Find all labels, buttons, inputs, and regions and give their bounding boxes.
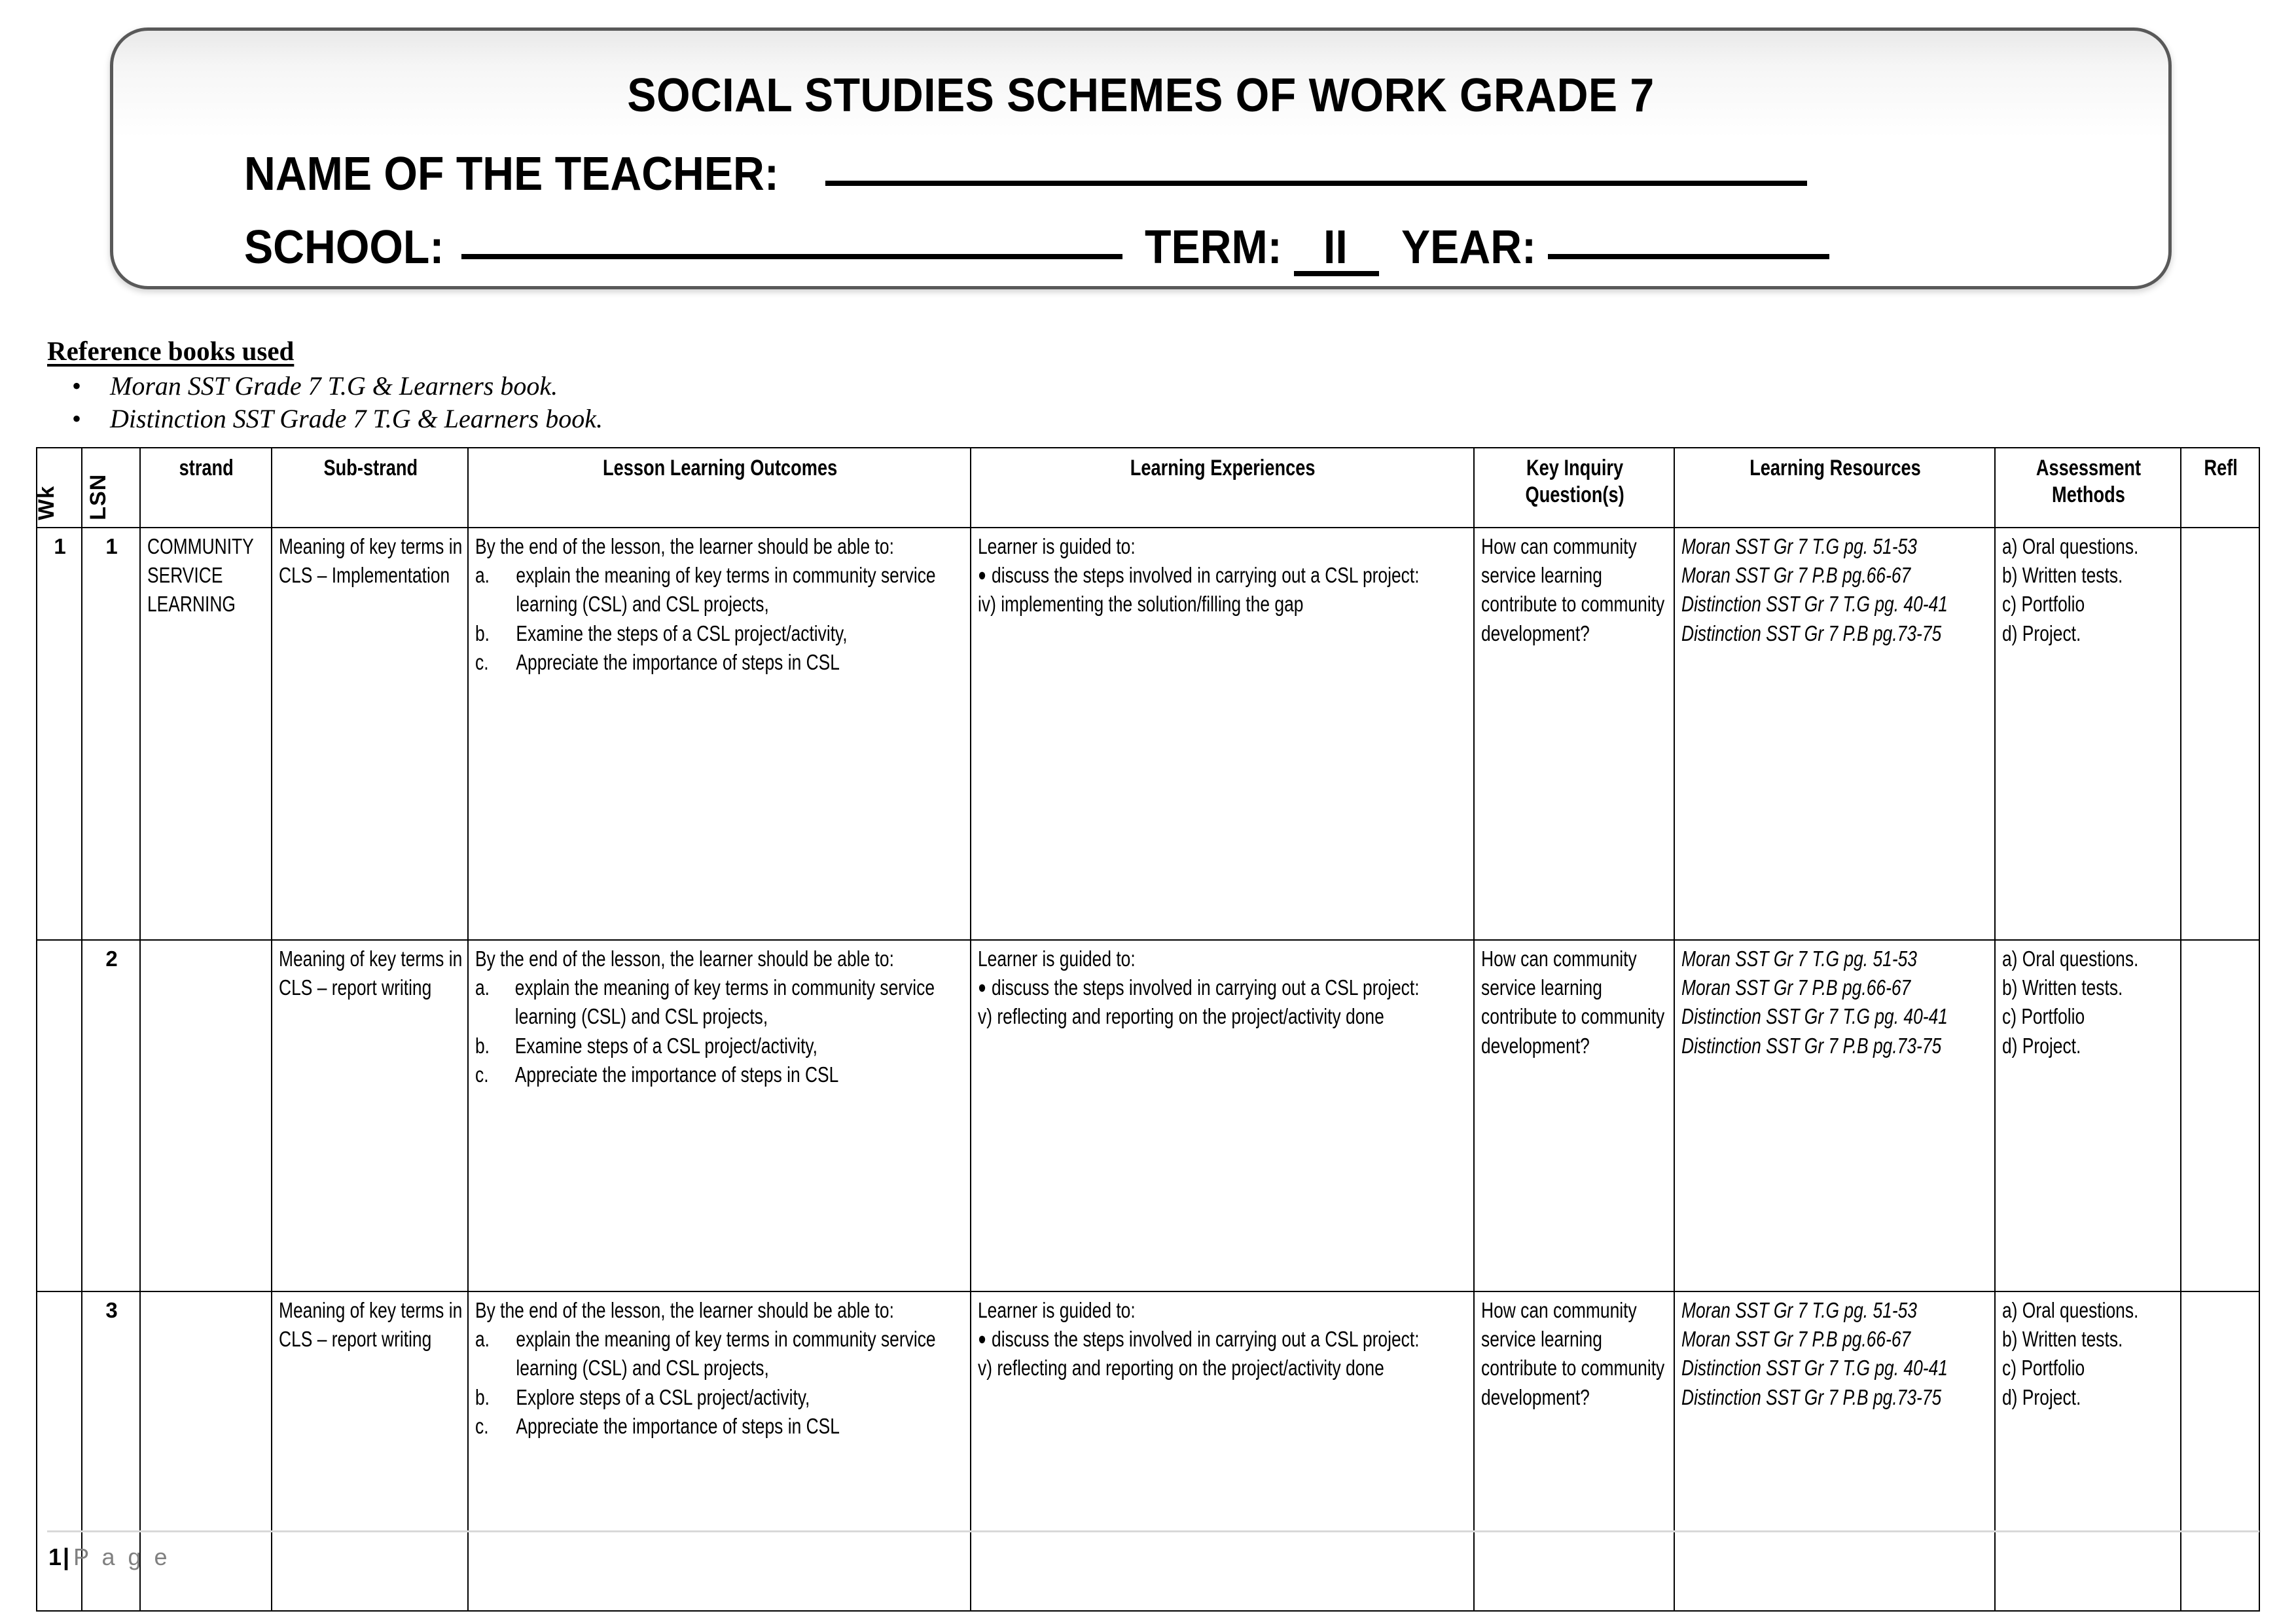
cell-key-inquiry-question [1474, 528, 1674, 940]
cell-learning-resources [1674, 1291, 1995, 1611]
cell-substrand [272, 528, 469, 940]
experiences-bullet: ● discuss the steps involved in carrying out a CSL project: [978, 973, 1467, 1002]
outcomes-list [475, 561, 965, 677]
cell-week [37, 940, 82, 1291]
table-row [37, 1291, 2259, 1611]
assessment-item: c) Portfolio [2001, 1004, 2085, 1029]
column-header-strand: strand [140, 448, 271, 528]
cell-strand [140, 528, 271, 940]
assessment-item: d) Project. [2001, 1033, 2081, 1058]
outcomes-list [475, 973, 965, 1089]
experiences-block [978, 945, 1467, 1032]
column-header-learning-experiences: Learning Experiences [971, 448, 1473, 528]
resources-block [1681, 945, 1989, 1060]
resource-item: Moran SST Gr 7 P.B pg.66-67 [1681, 1327, 1911, 1352]
outcome-text: Examine the steps of a CSL project/activity, [516, 621, 848, 645]
cell-assessment-methods [1995, 940, 2181, 1291]
column-header-refl: Refl [2181, 448, 2259, 528]
year-label: YEAR: [1401, 221, 1537, 274]
assessment-item: c) Portfolio [2001, 592, 2085, 617]
resource-item: Moran SST Gr 7 P.B pg.66-67 [1681, 975, 1911, 1000]
term-value: II [1323, 221, 1348, 274]
year-value-blank[interactable] [1548, 254, 1829, 259]
outcome-item [475, 619, 965, 648]
outcomes-block [475, 1296, 965, 1441]
outcome-marker: b. [475, 1033, 490, 1058]
outcome-item [475, 648, 965, 677]
column-header-lesson-learning-outcomes: Lesson Learning Outcomes [468, 448, 971, 528]
experiences-step: v) reflecting and reporting on the project/activity done [978, 1004, 1385, 1029]
resource-item: Distinction SST Gr 7 P.B pg.73-75 [1681, 1384, 1942, 1409]
outcome-item [475, 1032, 965, 1060]
outcome-text: explain the meaning of key terms in community service learning (CSL) and CSL projects, [514, 975, 935, 1029]
experiences-step: v) reflecting and reporting on the project/activity done [978, 1356, 1385, 1380]
outcome-marker: c. [475, 649, 489, 674]
cell-key-inquiry-question [1474, 1291, 1674, 1611]
table-header-row [37, 448, 2259, 528]
outcome-marker: a. [475, 1327, 490, 1352]
term-label: TERM: [1144, 221, 1282, 274]
resource-item: Moran SST Gr 7 T.G pg. 51-53 [1681, 1298, 1917, 1322]
outcomes-block [475, 945, 965, 1089]
cell-lesson-number: 3 [82, 1291, 140, 1611]
cell-learning-resources [1674, 940, 1995, 1291]
experiences-intro: Learner is guided to: [978, 947, 1136, 971]
footer-page-number: 1 [48, 1543, 62, 1570]
outcomes-intro: By the end of the lesson, the learner should be able to: [475, 1298, 895, 1322]
outcome-marker: c. [475, 1062, 489, 1087]
cell-lesson-learning-outcomes [468, 528, 971, 940]
resource-item: Distinction SST Gr 7 P.B pg.73-75 [1681, 621, 1942, 645]
cell-lesson-number: 2 [82, 940, 140, 1291]
teacher-name-line [244, 147, 1807, 201]
list-item: • Moran SST Grade 7 T.G & Learners book. [110, 370, 603, 403]
resources-block [1681, 532, 1989, 648]
assessment-item: d) Project. [2001, 621, 2081, 645]
outcome-marker: b. [475, 1384, 490, 1409]
resource-item: Distinction SST Gr 7 P.B pg.73-75 [1681, 1033, 1942, 1058]
table-body [37, 528, 2259, 1611]
reference-book-list [47, 370, 603, 436]
inquiry-text: How can community service learning contribute to community development? [1480, 947, 1664, 1058]
cell-lesson-learning-outcomes [468, 1291, 971, 1611]
document-title: SOCIAL STUDIES SCHEMES OF WORK GRADE 7 [627, 69, 1655, 122]
inquiry-text: How can community service learning contribute to community development? [1480, 534, 1664, 645]
cell-assessment-methods [1995, 1291, 2181, 1611]
resource-item: Moran SST Gr 7 T.G pg. 51-53 [1681, 947, 1917, 971]
outcome-text: Appreciate the importance of steps in CSL [514, 1062, 839, 1087]
assessment-item: d) Project. [2001, 1384, 2081, 1409]
experiences-block [978, 532, 1467, 619]
schemes-of-work-table [33, 447, 2260, 1612]
table-row [37, 528, 2259, 940]
school-term-year-line [244, 221, 1829, 276]
outcomes-intro: By the end of the lesson, the learner should be able to: [475, 534, 895, 558]
page-footer [48, 1543, 171, 1571]
cell-lesson-learning-outcomes [468, 940, 971, 1291]
outcome-item [475, 1325, 965, 1382]
experiences-step: iv) implementing the solution/filling the gap [978, 592, 1304, 617]
outcome-marker: b. [475, 621, 490, 645]
outcome-item [475, 1412, 965, 1441]
substrand-text: Meaning of key terms in CLS – report writing [278, 1298, 462, 1352]
assessment-item: b) Written tests. [2001, 975, 2123, 1000]
outcome-marker: c. [475, 1413, 489, 1438]
footer-page-word: P a g e [73, 1543, 171, 1570]
cell-learning-resources [1674, 528, 1995, 940]
outcome-item [475, 973, 965, 1031]
outcome-marker: a. [475, 563, 490, 588]
resource-item: Moran SST Gr 7 T.G pg. 51-53 [1681, 534, 1917, 558]
assessment-item: b) Written tests. [2001, 1327, 2123, 1352]
cell-substrand [272, 1291, 469, 1611]
outcome-item [475, 1060, 965, 1089]
resource-item: Distinction SST Gr 7 T.G pg. 40-41 [1681, 1004, 1948, 1029]
outcomes-block [475, 532, 965, 677]
cell-learning-experiences [971, 940, 1473, 1291]
assessment-item: a) Oral questions. [2001, 947, 2139, 971]
school-label: SCHOOL: [244, 221, 444, 274]
cell-strand [140, 940, 271, 1291]
cell-week: 1 [37, 528, 82, 940]
outcomes-intro: By the end of the lesson, the learner should be able to: [475, 947, 895, 971]
footer-divider [47, 1530, 2259, 1532]
resource-item: Distinction SST Gr 7 T.G pg. 40-41 [1681, 592, 1948, 617]
column-header-substrand: Sub-strand [272, 448, 469, 528]
substrand-text: Meaning of key terms in CLS – Implementation [278, 534, 462, 588]
outcome-item [475, 561, 965, 619]
title-banner [110, 27, 2172, 289]
column-header-key-inquiry-questions: Key Inquiry Question(s) [1474, 448, 1674, 528]
outcome-item [475, 1383, 965, 1412]
cell-reflection[interactable] [2181, 528, 2259, 940]
strand-text: COMMUNITY SERVICE LEARNING [147, 534, 254, 617]
cell-assessment-methods [1995, 528, 2181, 940]
outcome-marker: a. [475, 975, 490, 1000]
inquiry-text: How can community service learning contribute to community development? [1480, 1298, 1664, 1409]
outcome-text: Appreciate the importance of steps in CSL [516, 1413, 840, 1438]
cell-substrand [272, 940, 469, 1291]
cell-learning-experiences [971, 1291, 1473, 1611]
cell-learning-experiences [971, 528, 1473, 940]
resource-item: Distinction SST Gr 7 T.G pg. 40-41 [1681, 1356, 1948, 1380]
reference-heading: Reference books used [47, 336, 295, 366]
outcomes-list [475, 1325, 965, 1441]
assessment-item: b) Written tests. [2001, 563, 2123, 588]
assessment-block [2002, 532, 2175, 648]
substrand-text: Meaning of key terms in CLS – report writing [278, 947, 462, 1000]
cell-reflection[interactable] [2181, 1291, 2259, 1611]
outcome-text: Appreciate the importance of steps in CSL [516, 649, 840, 674]
column-header-lsn: LSN [82, 448, 140, 528]
list-item: • Distinction SST Grade 7 T.G & Learners book. [110, 403, 603, 435]
column-header-assessment-methods: Assessment Methods [1995, 448, 2181, 528]
outcome-text: explain the meaning of key terms in community service learning (CSL) and CSL projects, [516, 1327, 936, 1380]
experiences-bullet: ● discuss the steps involved in carrying out a CSL project: [978, 561, 1467, 590]
assessment-item: c) Portfolio [2001, 1356, 2085, 1380]
assessment-block [2002, 945, 2175, 1060]
teacher-name-blank[interactable] [825, 181, 1807, 186]
assessment-block [2002, 1296, 2175, 1412]
cell-key-inquiry-question [1474, 940, 1674, 1291]
experiences-intro: Learner is guided to: [978, 534, 1136, 558]
term-value-blank[interactable] [1294, 221, 1379, 276]
table-row [37, 940, 2259, 1291]
outcome-text: Examine steps of a CSL project/activity, [514, 1033, 818, 1058]
cell-reflection[interactable] [2181, 940, 2259, 1291]
experiences-bullet: ● discuss the steps involved in carrying out a CSL project: [978, 1325, 1467, 1354]
assessment-item: a) Oral questions. [2001, 1298, 2139, 1322]
experiences-intro: Learner is guided to: [978, 1298, 1136, 1322]
assessment-item: a) Oral questions. [2001, 534, 2139, 558]
cell-lesson-number: 1 [82, 528, 140, 940]
outcome-text: explain the meaning of key terms in community service learning (CSL) and CSL projects, [516, 563, 936, 617]
column-header-learning-resources: Learning Resources [1674, 448, 1995, 528]
footer-separator: | [63, 1543, 70, 1570]
school-name-blank[interactable] [461, 254, 1122, 259]
experiences-block [978, 1296, 1467, 1383]
resource-item: Moran SST Gr 7 P.B pg.66-67 [1681, 563, 1911, 588]
outcome-text: Explore steps of a CSL project/activity, [516, 1384, 810, 1409]
column-header-wk: Wk [37, 448, 82, 528]
resources-block [1681, 1296, 1989, 1412]
teacher-label: NAME OF THE TEACHER: [244, 148, 779, 200]
